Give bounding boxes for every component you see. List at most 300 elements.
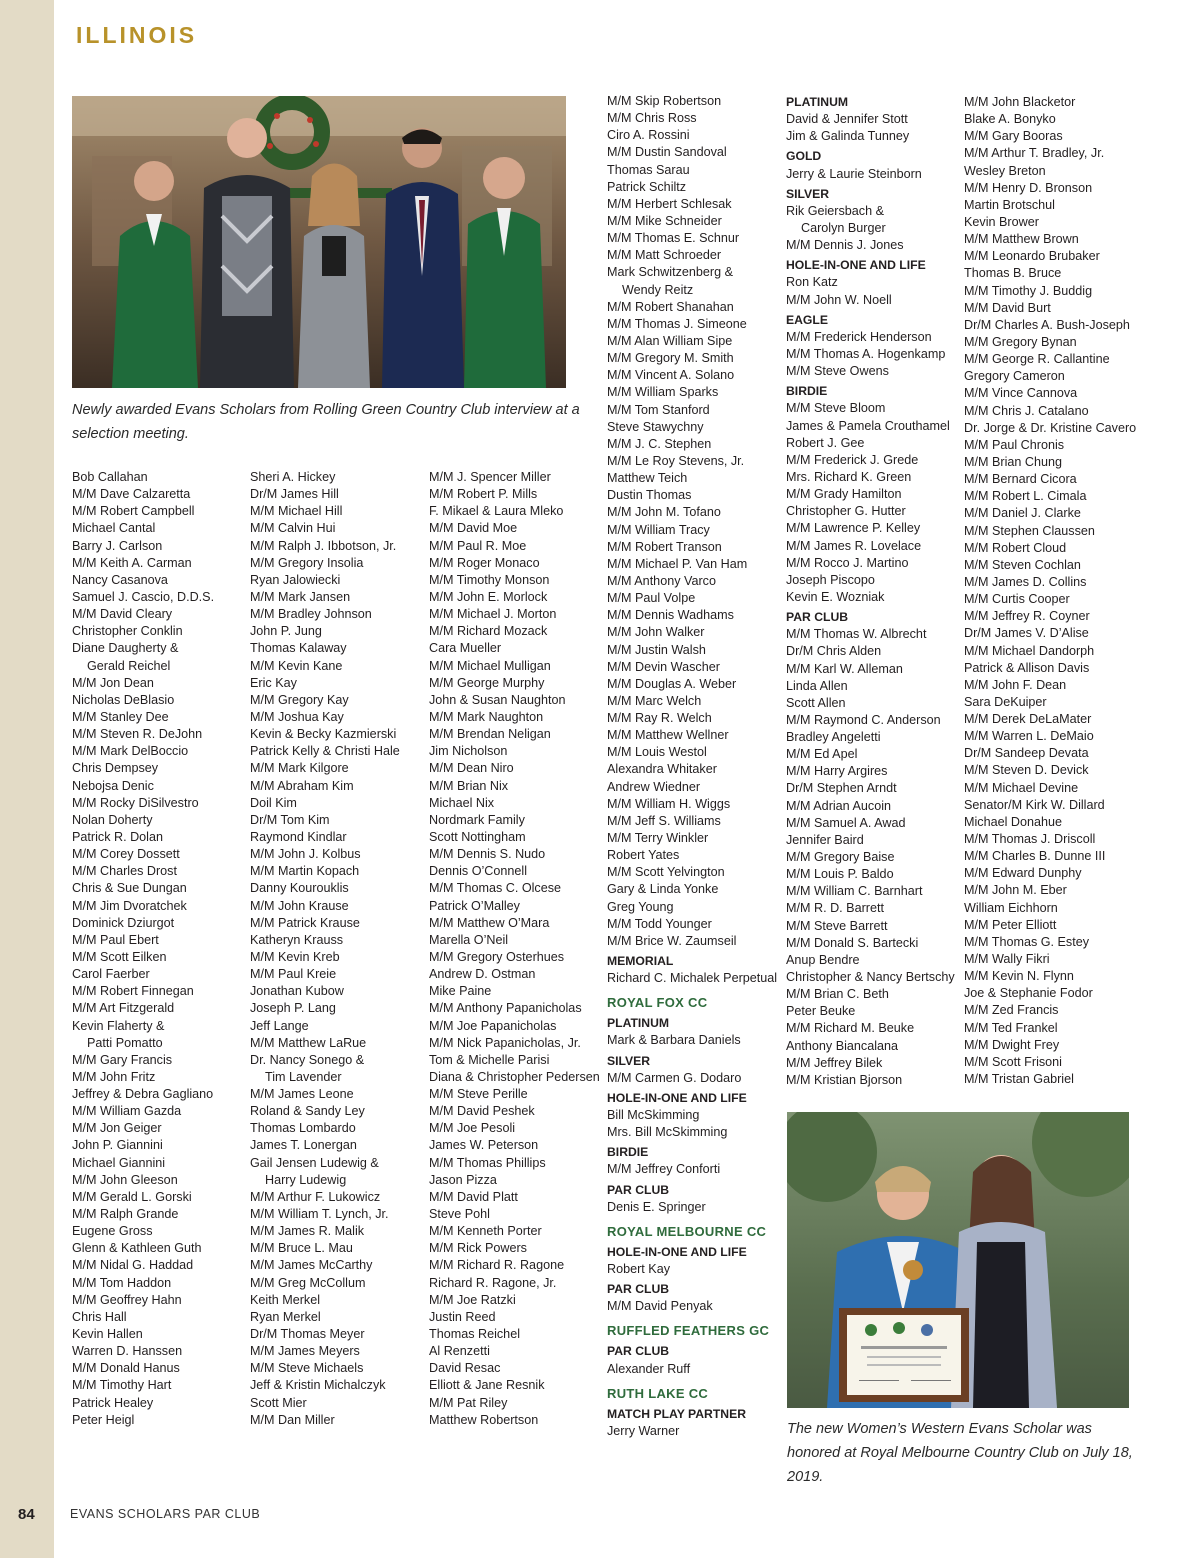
member-name: Denis E. Springer bbox=[607, 1199, 706, 1214]
member-name: M/M Scott Frisoni bbox=[964, 1054, 1062, 1069]
member-name: M/M James Meyers bbox=[250, 1344, 360, 1359]
photo2-caption: The new Women’s Western Evans Scholar was honored at Royal Melbourne Country Club on July 18, 2019. bbox=[787, 1421, 1133, 1485]
member-name: Patrick & Allison Davis bbox=[964, 660, 1090, 675]
member-name: Michael Nix bbox=[429, 795, 495, 810]
member-name: M/M Gregory Kay bbox=[250, 692, 349, 707]
member-name: M/M Steven D. Devick bbox=[964, 763, 1089, 778]
member-name: M/M Chris Ross bbox=[607, 111, 697, 126]
member-name: M/M Michael Mulligan bbox=[429, 658, 551, 673]
tier-heading: PAR CLUB bbox=[607, 1344, 670, 1359]
member-name: Gregory Cameron bbox=[964, 369, 1065, 384]
member-name: Glenn & Kathleen Guth bbox=[72, 1241, 202, 1256]
member-name: Steve Stawychny bbox=[607, 419, 704, 434]
tier-heading: PAR CLUB bbox=[607, 1282, 670, 1297]
names-column-5 bbox=[786, 91, 968, 1089]
member-name: M/M James McCarthy bbox=[250, 1258, 373, 1273]
member-name: M/M R. D. Barrett bbox=[786, 901, 884, 916]
member-name: M/M Skip Robertson bbox=[607, 94, 722, 108]
club-heading: RUFFLED FEATHERS GC bbox=[607, 1323, 770, 1339]
page-spine-band bbox=[0, 0, 54, 1558]
member-name: M/M Gerald L. Gorski bbox=[72, 1189, 192, 1204]
member-name: Mike Paine bbox=[429, 984, 492, 999]
member-name: M/M Daniel J. Clarke bbox=[964, 506, 1081, 521]
member-name: M/M Arthur F. Lukowicz bbox=[250, 1189, 381, 1204]
member-name: M/M Donald S. Bartecki bbox=[786, 935, 919, 950]
member-name: M/M Dave Calzaretta bbox=[72, 487, 191, 502]
member-name: Thomas Kalaway bbox=[250, 641, 347, 656]
member-name: Samuel J. Cascio, D.D.S. bbox=[72, 589, 215, 604]
tier-heading: EAGLE bbox=[786, 312, 828, 327]
member-name: M/M David Cleary bbox=[72, 607, 173, 622]
member-name: M/M Frederick J. Grede bbox=[786, 452, 919, 467]
member-name: M/M Adrian Aucoin bbox=[786, 798, 891, 813]
member-name: Marella O’Neil bbox=[429, 932, 509, 947]
member-name: M/M Richard R. Ragone bbox=[429, 1258, 565, 1273]
member-name: M/M Steven R. DeJohn bbox=[72, 727, 203, 742]
member-name: M/M Leonardo Brubaker bbox=[964, 249, 1100, 264]
member-name: M/M John F. Dean bbox=[964, 677, 1067, 692]
member-name: M/M Charles B. Dunne III bbox=[964, 849, 1106, 864]
member-name: M/M Herbert Schlesak bbox=[607, 196, 732, 211]
member-name: M/M Joe Papanicholas bbox=[429, 1018, 557, 1033]
member-name: M/M Thomas J. Driscoll bbox=[964, 832, 1096, 847]
member-name: Barry J. Carlson bbox=[72, 538, 163, 553]
member-name: Scott Allen bbox=[786, 695, 846, 710]
member-name: Nolan Doherty bbox=[72, 812, 153, 827]
member-name: M/M Kristian Bjorson bbox=[786, 1072, 903, 1087]
scholars-group-photo bbox=[72, 96, 566, 388]
member-name: M/M Matthew LaRue bbox=[250, 1035, 367, 1050]
member-name: Dennis O’Connell bbox=[429, 864, 528, 879]
member-name: M/M Vincent A. Solano bbox=[607, 368, 735, 383]
member-name: Chris Hall bbox=[72, 1309, 127, 1324]
member-name: M/M David Moe bbox=[429, 521, 518, 536]
member-name: Diane Daugherty & bbox=[72, 641, 179, 656]
tier-heading: PLATINUM bbox=[786, 95, 849, 109]
member-name: M/M David Penyak bbox=[607, 1299, 713, 1314]
member-name: Michael Cantal bbox=[72, 521, 156, 536]
member-name: M/M Frederick Henderson bbox=[786, 329, 932, 344]
member-name: M/M Zed Francis bbox=[964, 1003, 1059, 1018]
member-name: M/M John M. Eber bbox=[964, 883, 1067, 898]
member-name: John P. Giannini bbox=[72, 1138, 163, 1153]
member-name: M/M Charles Drost bbox=[72, 864, 177, 879]
member-name-continued: Harry Ludewig bbox=[265, 1172, 347, 1187]
member-name: Justin Reed bbox=[429, 1309, 496, 1324]
member-name: M/M John Fritz bbox=[72, 1069, 156, 1084]
member-name: M/M Alan William Sipe bbox=[607, 333, 733, 348]
member-name: Christopher & Nancy Bertschy bbox=[786, 970, 955, 985]
member-name: M/M Todd Younger bbox=[607, 916, 712, 931]
member-name: M/M Dwight Frey bbox=[964, 1037, 1060, 1052]
member-name: M/M Thomas J. Simeone bbox=[607, 316, 747, 331]
member-name: Jeff & Kristin Michalczyk bbox=[250, 1378, 386, 1393]
member-name: Thomas Reichel bbox=[429, 1327, 520, 1342]
names-column-6 bbox=[964, 94, 1146, 1088]
member-name: M/M Douglas A. Weber bbox=[607, 676, 737, 691]
member-name: James T. Lonergan bbox=[250, 1138, 357, 1153]
member-name: M/M Kevin Kane bbox=[250, 658, 343, 673]
member-name: M/M William Sparks bbox=[607, 385, 719, 400]
names-column-2 bbox=[250, 469, 432, 1429]
member-name: M/M Michael Hill bbox=[250, 504, 343, 519]
member-name: M/M Ray R. Welch bbox=[607, 711, 712, 726]
member-name: M/M Chris J. Catalano bbox=[964, 403, 1089, 418]
member-name: Kevin Brower bbox=[964, 214, 1039, 229]
member-name: Dr/M Charles A. Bush-Joseph bbox=[964, 317, 1130, 332]
member-name: M/M Anthony Papanicholas bbox=[429, 1001, 582, 1016]
member-name: Ron Katz bbox=[786, 275, 838, 290]
member-name: Alexandra Whitaker bbox=[607, 762, 717, 777]
member-name: M/M Mike Schneider bbox=[607, 213, 722, 228]
member-name: M/M Jeffrey R. Coyner bbox=[964, 609, 1090, 624]
member-name: M/M Paul Chronis bbox=[964, 437, 1065, 452]
member-name: M/M James D. Collins bbox=[964, 574, 1087, 589]
tier-heading: GOLD bbox=[786, 149, 822, 164]
member-name: M/M James R. Malik bbox=[250, 1224, 365, 1239]
member-name: Dr/M Chris Alden bbox=[786, 644, 882, 659]
member-name: M/M Jeff S. Williams bbox=[607, 813, 721, 828]
member-name: M/M Dan Miller bbox=[250, 1412, 335, 1427]
member-name-continued: Gerald Reichel bbox=[87, 658, 171, 673]
member-name: William Eichhorn bbox=[964, 900, 1058, 915]
member-name: M/M John J. Kolbus bbox=[250, 847, 361, 862]
names-column-1 bbox=[72, 469, 254, 1429]
member-name: M/M Scott Eilken bbox=[72, 949, 167, 964]
member-name: M/M William H. Wiggs bbox=[607, 796, 731, 811]
member-name: M/M Bruce L. Mau bbox=[250, 1241, 353, 1256]
member-name: M/M Rick Powers bbox=[429, 1241, 527, 1256]
member-name: Dr. Jorge & Dr. Kristine Cavero bbox=[964, 420, 1137, 435]
member-name: M/M Keith A. Carman bbox=[72, 555, 192, 570]
member-name: Nordmark Family bbox=[429, 812, 525, 827]
member-name: Senator/M Kirk W. Dillard bbox=[964, 797, 1105, 812]
member-name: Ryan Jalowiecki bbox=[250, 572, 341, 587]
member-name: M/M Justin Walsh bbox=[607, 642, 706, 657]
member-name-continued: Wendy Reitz bbox=[622, 282, 694, 297]
member-name: M/M Gregory Bynan bbox=[964, 334, 1077, 349]
member-name: F. Mikael & Laura Mleko bbox=[429, 504, 564, 519]
member-name: Raymond Kindlar bbox=[250, 829, 347, 844]
member-name: M/M Henry D. Bronson bbox=[964, 180, 1093, 195]
member-name: M/M Brendan Neligan bbox=[429, 727, 551, 742]
member-name: M/M Thomas Phillips bbox=[429, 1155, 546, 1170]
member-name: M/M Kenneth Porter bbox=[429, 1224, 542, 1239]
member-name: M/M Mark Naughton bbox=[429, 709, 544, 724]
member-name: Gary & Linda Yonke bbox=[607, 882, 719, 897]
member-name: M/M Martin Kopach bbox=[250, 864, 360, 879]
member-name: Anthony Biancalana bbox=[786, 1038, 899, 1053]
member-name: Keith Merkel bbox=[250, 1292, 320, 1307]
member-name: M/M Gregory Osterhues bbox=[429, 949, 565, 964]
member-name: M/M Robert P. Mills bbox=[429, 487, 538, 502]
member-name: M/M Matthew Brown bbox=[964, 232, 1079, 247]
member-name: Alexander Ruff bbox=[607, 1361, 691, 1376]
page-number: 84 bbox=[18, 1506, 35, 1523]
member-name: Doil Kim bbox=[250, 795, 297, 810]
member-name: M/M Matthew Wellner bbox=[607, 728, 729, 743]
member-name: M/M Wally Fikri bbox=[964, 952, 1050, 967]
member-name: Dr/M James Hill bbox=[250, 487, 339, 502]
member-name: M/M Ed Apel bbox=[786, 747, 858, 762]
member-name: Ciro A. Rossini bbox=[607, 128, 690, 143]
member-name: M/M Arthur T. Bradley, Jr. bbox=[964, 146, 1105, 161]
member-name: M/M William T. Lynch, Jr. bbox=[250, 1207, 389, 1222]
member-name: Blake A. Bonyko bbox=[964, 112, 1056, 127]
member-name: M/M Ted Frankel bbox=[964, 1020, 1058, 1035]
member-name: Patrick Schiltz bbox=[607, 179, 687, 194]
member-name: M/M Mark Jansen bbox=[250, 589, 351, 604]
member-name: Dr/M Sandeep Devata bbox=[964, 746, 1089, 761]
member-name: M/M Greg McCollum bbox=[250, 1275, 366, 1290]
member-name-continued: Carolyn Burger bbox=[801, 220, 886, 235]
member-name: Thomas B. Bruce bbox=[964, 266, 1062, 281]
member-name: Mrs. Richard K. Green bbox=[786, 469, 912, 484]
member-name: M/M Dennis Wadhams bbox=[607, 608, 734, 623]
member-name: Martin Brotschul bbox=[964, 197, 1055, 212]
member-name: Nebojsa Denic bbox=[72, 778, 154, 793]
member-name: Robert Yates bbox=[607, 848, 680, 863]
member-name: M/M Louis Westol bbox=[607, 745, 707, 760]
member-name: M/M William C. Barnhart bbox=[786, 884, 923, 899]
member-name: M/M Michael Devine bbox=[964, 780, 1079, 795]
member-name: M/M Thomas W. Albrecht bbox=[786, 627, 927, 642]
member-name: Patrick Healey bbox=[72, 1395, 154, 1410]
member-name: Mark & Barbara Daniels bbox=[607, 1033, 741, 1048]
member-name: Ryan Merkel bbox=[250, 1309, 321, 1324]
member-name: M/M William Tracy bbox=[607, 522, 710, 537]
member-name: M/M Ralph Grande bbox=[72, 1207, 179, 1222]
member-name: M/M Edward Dunphy bbox=[964, 866, 1082, 881]
member-name: M/M Nick Papanicholas, Jr. bbox=[429, 1035, 581, 1050]
member-name: Peter Beuke bbox=[786, 1004, 856, 1019]
member-name: Jerry Warner bbox=[607, 1423, 680, 1438]
member-name-continued: Patti Pomatto bbox=[87, 1035, 163, 1050]
member-name: Michael Donahue bbox=[964, 814, 1063, 829]
member-name: Eugene Gross bbox=[72, 1224, 153, 1239]
publication-name: EVANS SCHOLARS PAR CLUB bbox=[70, 1507, 261, 1521]
member-name: Carol Faerber bbox=[72, 967, 150, 982]
member-name: M/M John E. Morlock bbox=[429, 589, 548, 604]
tier-heading: HOLE-IN-ONE AND LIFE bbox=[607, 1090, 747, 1105]
member-name: Jason Pizza bbox=[429, 1172, 497, 1187]
member-name: M/M Curtis Cooper bbox=[964, 592, 1070, 607]
member-name: M/M Michael Dandorph bbox=[964, 643, 1095, 658]
member-name: Jeffrey & Debra Gagliano bbox=[72, 1087, 214, 1102]
member-name: M/M David Platt bbox=[429, 1189, 518, 1204]
member-name: M/M Le Roy Stevens, Jr. bbox=[607, 453, 745, 468]
member-name: Joseph Piscopo bbox=[786, 572, 875, 587]
member-name: M/M Timothy J. Buddig bbox=[964, 283, 1093, 298]
member-name: M/M Vince Cannova bbox=[964, 386, 1078, 401]
tier-heading: MEMORIAL bbox=[607, 954, 674, 969]
member-name: Christopher Conklin bbox=[72, 624, 183, 639]
member-name: M/M Richard Mozack bbox=[429, 624, 548, 639]
member-name: M/M Brian C. Beth bbox=[786, 987, 889, 1002]
member-name: Joseph P. Lang bbox=[250, 1001, 336, 1016]
member-name: M/M Thomas C. Olcese bbox=[429, 881, 562, 896]
member-name: M/M John W. Noell bbox=[786, 292, 892, 307]
member-name: M/M Karl W. Alleman bbox=[786, 661, 903, 676]
member-name: Tom & Michelle Parisi bbox=[429, 1052, 550, 1067]
club-heading: ROYAL FOX CC bbox=[607, 995, 708, 1011]
member-name: M/M Kevin Kreb bbox=[250, 949, 340, 964]
member-name: M/M Robert Transon bbox=[607, 539, 722, 554]
member-name: M/M John Walker bbox=[607, 625, 705, 640]
member-name: M/M Kevin N. Flynn bbox=[964, 969, 1074, 984]
tier-heading: PAR CLUB bbox=[786, 610, 849, 625]
member-name: M/M Rocco J. Martino bbox=[786, 555, 909, 570]
member-name: M/M Art Fitzgerald bbox=[72, 1001, 175, 1016]
member-name: Chris & Sue Dungan bbox=[72, 881, 187, 896]
member-name: Dr/M Stephen Arndt bbox=[786, 781, 897, 796]
member-name: Rik Geiersbach & bbox=[786, 203, 884, 218]
member-name: M/M Paul Volpe bbox=[607, 591, 696, 606]
member-name: David Resac bbox=[429, 1361, 501, 1376]
member-name: Danny Kourouklis bbox=[250, 881, 349, 896]
member-name: M/M Robert Cloud bbox=[964, 540, 1067, 555]
member-name: M/M George Murphy bbox=[429, 675, 545, 690]
tier-heading: HOLE-IN-ONE AND LIFE bbox=[607, 1244, 747, 1259]
member-name: M/M Thomas E. Schnur bbox=[607, 231, 740, 246]
member-name: Gail Jensen Ludewig & bbox=[250, 1155, 379, 1170]
member-name: Roland & Sandy Ley bbox=[250, 1104, 365, 1119]
member-name: David & Jennifer Stott bbox=[786, 112, 908, 127]
member-name: M/M Raymond C. Anderson bbox=[786, 712, 941, 727]
member-name: M/M Mark Kilgore bbox=[250, 761, 349, 776]
member-name: M/M Michael J. Morton bbox=[429, 607, 557, 622]
member-name: M/M Steve Perille bbox=[429, 1087, 528, 1102]
member-name: Scott Mier bbox=[250, 1395, 307, 1410]
member-name: Linda Allen bbox=[786, 678, 848, 693]
member-name: M/M Scott Yelvington bbox=[607, 865, 725, 880]
member-name: M/M Steven Cochlan bbox=[964, 557, 1081, 572]
member-name: M/M Patrick Krause bbox=[250, 915, 360, 930]
member-name: M/M Jeffrey Bilek bbox=[786, 1055, 883, 1070]
member-name: Jim Nicholson bbox=[429, 744, 508, 759]
member-name: Nicholas DeBlasio bbox=[72, 692, 175, 707]
member-name: M/M Paul Ebert bbox=[72, 932, 159, 947]
tier-heading: SILVER bbox=[607, 1053, 651, 1068]
member-name: Thomas Lombardo bbox=[250, 1121, 356, 1136]
member-name: M/M Timothy Hart bbox=[72, 1378, 172, 1393]
member-name: M/M John M. Tofano bbox=[607, 505, 721, 520]
member-name: Jerry & Laurie Steinborn bbox=[786, 166, 922, 181]
member-name: M/M Dennis J. Jones bbox=[786, 238, 904, 253]
member-name: Richard R. Ragone, Jr. bbox=[429, 1275, 557, 1290]
photo1-caption: Newly awarded Evans Scholars from Rolling Green Country Club interview at a selection meeting. bbox=[72, 402, 580, 442]
tier-heading: HOLE-IN-ONE AND LIFE bbox=[786, 258, 926, 273]
member-name: M/M Steve Michaels bbox=[250, 1361, 364, 1376]
member-name: Patrick Kelly & Christi Hale bbox=[250, 744, 400, 759]
club-heading: ROYAL MELBOURNE CC bbox=[607, 1223, 767, 1239]
member-name: M/M Tom Haddon bbox=[72, 1275, 172, 1290]
member-name: Kevin Flaherty & bbox=[72, 1018, 165, 1033]
member-name: M/M Matthew O’Mara bbox=[429, 915, 550, 930]
member-name: M/M Marc Welch bbox=[607, 693, 702, 708]
member-name: M/M Tom Stanford bbox=[607, 402, 710, 417]
member-name: M/M Jim Dvoratchek bbox=[72, 898, 187, 913]
member-name: M/M Robert Campbell bbox=[72, 504, 195, 519]
member-name: M/M Pat Riley bbox=[429, 1395, 508, 1410]
member-name: M/M James Leone bbox=[250, 1087, 354, 1102]
member-name: M/M Stephen Claussen bbox=[964, 523, 1095, 538]
names-column-3 bbox=[429, 469, 611, 1429]
member-name: M/M Gregory Baise bbox=[786, 850, 895, 865]
tier-heading: PLATINUM bbox=[607, 1016, 670, 1031]
member-name: Christopher G. Hutter bbox=[786, 504, 906, 519]
member-name: Michael Giannini bbox=[72, 1155, 166, 1170]
member-name: M/M Bradley Johnson bbox=[250, 607, 372, 622]
member-name: Robert J. Gee bbox=[786, 435, 865, 450]
member-name-continued: Tim Lavender bbox=[265, 1069, 342, 1084]
member-name: M/M Dustin Sandoval bbox=[607, 145, 727, 160]
member-name: Mrs. Bill McSkimming bbox=[607, 1125, 728, 1140]
member-name: Jonathan Kubow bbox=[250, 984, 344, 999]
member-name: M/M Gregory M. Smith bbox=[607, 351, 734, 366]
honoree-photo bbox=[787, 1112, 1129, 1408]
member-name: Steve Pohl bbox=[429, 1207, 490, 1222]
member-name: M/M Thomas A. Hogenkamp bbox=[786, 346, 946, 361]
member-name: M/M John Gleeson bbox=[72, 1172, 178, 1187]
member-name: M/M Roger Monaco bbox=[429, 555, 540, 570]
member-name: M/M Warren L. DeMaio bbox=[964, 729, 1094, 744]
member-name: M/M Grady Hamilton bbox=[786, 487, 902, 502]
member-name: M/M Carmen G. Dodaro bbox=[607, 1070, 742, 1085]
member-name: Mark Schwitzenberg & bbox=[607, 265, 733, 280]
member-name: M/M Samuel A. Awad bbox=[786, 815, 906, 830]
tier-heading: BIRDIE bbox=[786, 384, 828, 399]
member-name: M/M Gregory Insolia bbox=[250, 555, 364, 570]
member-name: M/M John Krause bbox=[250, 898, 349, 913]
member-name: M/M Lawrence P. Kelley bbox=[786, 521, 921, 536]
member-name: M/M Joe Ratzki bbox=[429, 1292, 516, 1307]
member-name: Dominick Dziurgot bbox=[72, 915, 175, 930]
member-name: James & Pamela Crouthamel bbox=[786, 418, 950, 433]
member-name: M/M Jon Geiger bbox=[72, 1121, 162, 1136]
member-name: Anup Bendre bbox=[786, 952, 860, 967]
member-name: Eric Kay bbox=[250, 675, 297, 690]
member-name: Warren D. Hanssen bbox=[72, 1344, 183, 1359]
member-name: M/M Tristan Gabriel bbox=[964, 1072, 1074, 1087]
member-name: M/M Corey Dossett bbox=[72, 847, 180, 862]
member-name: M/M Terry Winkler bbox=[607, 831, 709, 846]
member-name: Jennifer Baird bbox=[786, 832, 864, 847]
member-name: Thomas Sarau bbox=[607, 162, 690, 177]
member-name: Jeff Lange bbox=[250, 1018, 309, 1033]
member-name: M/M Harry Argires bbox=[786, 764, 888, 779]
member-name: Dr. Nancy Sonego & bbox=[250, 1052, 365, 1067]
member-name: M/M J. C. Stephen bbox=[607, 436, 712, 451]
member-name: M/M Brian Nix bbox=[429, 778, 509, 793]
member-name: James W. Peterson bbox=[429, 1138, 539, 1153]
member-name: Matthew Teich bbox=[607, 471, 688, 486]
member-name: M/M Joshua Kay bbox=[250, 709, 344, 724]
names-column-4 bbox=[607, 93, 789, 1440]
member-name: Kevin E. Wozniak bbox=[786, 589, 885, 604]
member-name: M/M Dennis S. Nudo bbox=[429, 847, 546, 862]
member-name: Joe & Stephanie Fodor bbox=[964, 986, 1093, 1001]
member-name: M/M Nidal G. Haddad bbox=[72, 1258, 194, 1273]
member-name: John P. Jung bbox=[250, 624, 322, 639]
member-name: Matthew Robertson bbox=[429, 1412, 539, 1427]
tier-heading: SILVER bbox=[786, 186, 830, 201]
member-name: M/M Derek DeLaMater bbox=[964, 712, 1092, 727]
member-name: Greg Young bbox=[607, 899, 674, 914]
member-name: Cara Mueller bbox=[429, 641, 502, 656]
member-name: M/M George R. Callantine bbox=[964, 352, 1110, 367]
member-name: M/M Calvin Hui bbox=[250, 521, 336, 536]
